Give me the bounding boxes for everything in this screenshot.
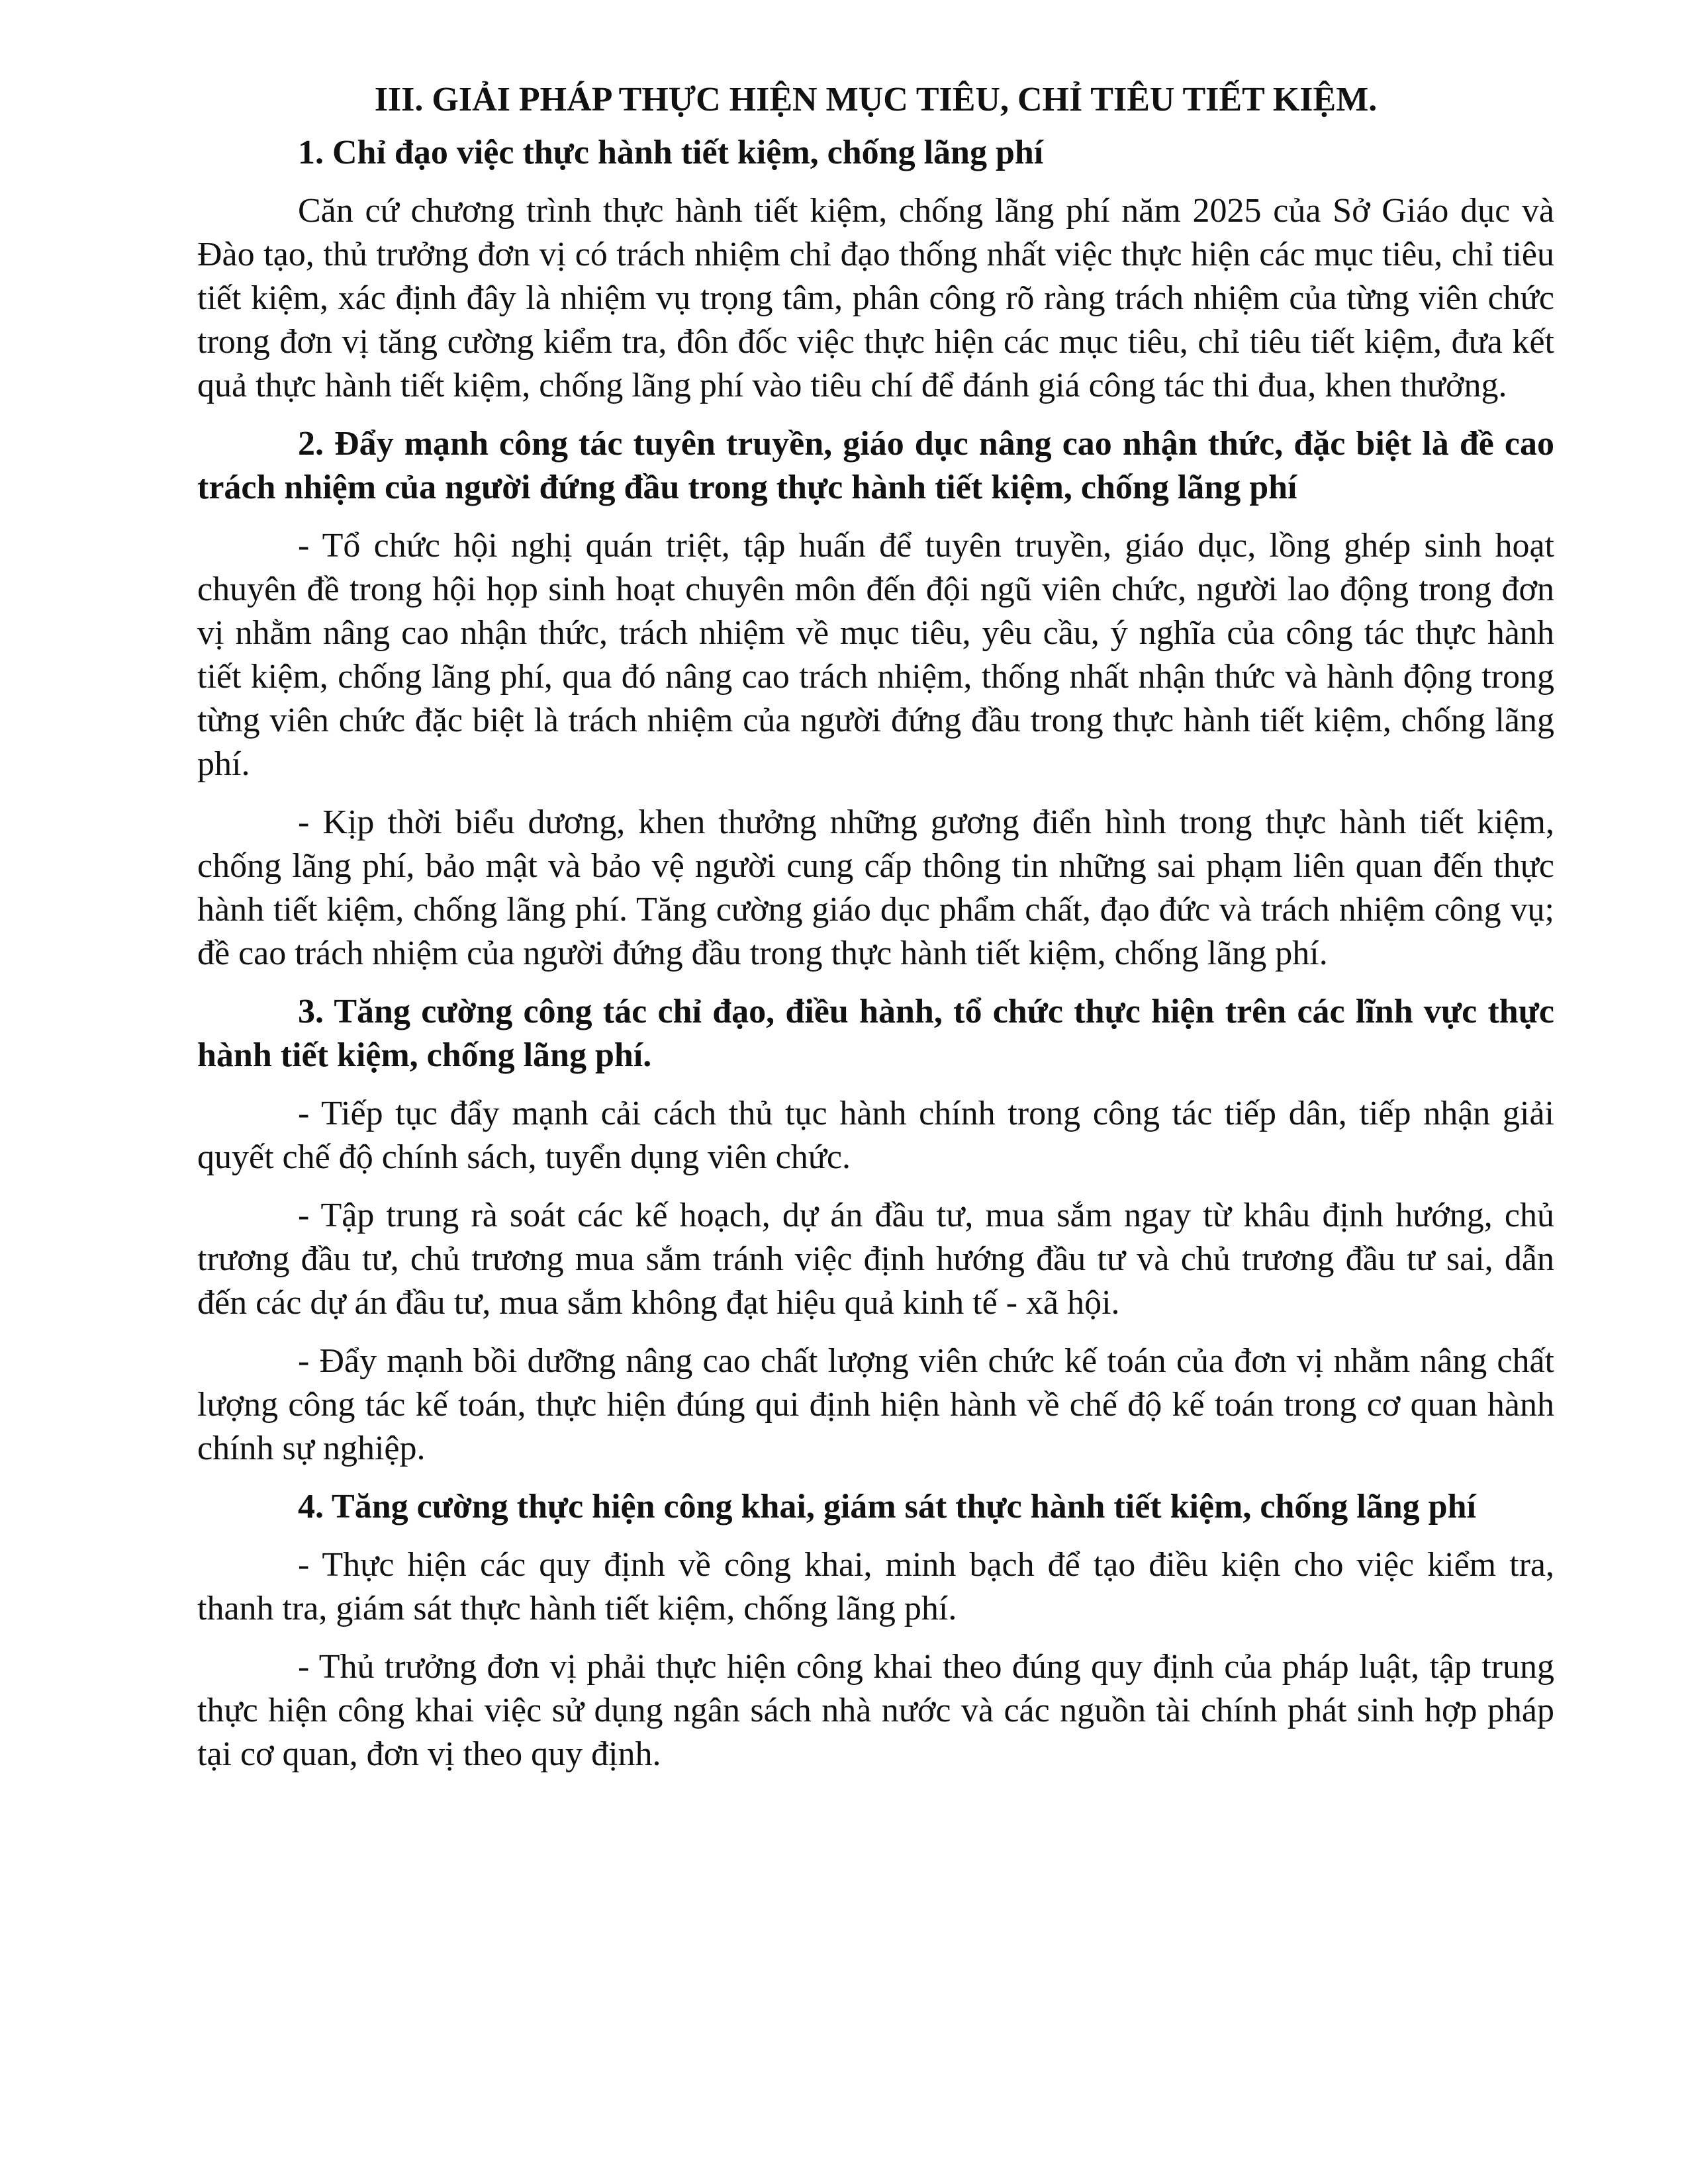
paragraph-1-1: Căn cứ chương trình thực hành tiết kiệm, chống lãng phí năm 2025 của Sở Giáo dục và Đào tạo, thủ trưởng đơn vị có trách nhiệm chỉ đạo thống nhất việc thực hiện các mục tiêu, chỉ tiêu tiết kiệm, xác định đây là nhiệm vụ trọng tâm, phân công rõ ràng trách nhiệm của từng viên chức trong đơn vị tăng cường kiểm tra, đôn đốc việc thực hiện các mục tiêu, chỉ tiêu tiết kiệm, đưa kết quả thực hành tiết kiệm, chống lãng phí vào tiêu chí để đánh giá công tác thi đua, khen thưởng. [197,192,1554,404]
heading-2: 2. Đẩy mạnh công tác tuyên truyền, giáo dục nâng cao nhận thức, đặc biệt là đề cao trách nhiệm của người đứng đầu trong thực hành tiết kiệm, chống lãng phí [197,425,1554,506]
heading-1: 1. Chỉ đạo việc thực hành tiết kiệm, chống lãng phí [298,134,1044,171]
heading-4: 4. Tăng cường thực hiện công khai, giám sát thực hành tiết kiệm, chống lãng phí [298,1488,1476,1525]
section-title: III. GIẢI PHÁP THỰC HIỆN MỤC TIÊU, CHỈ TIÊU TIẾT KIỆM. [374,81,1378,118]
heading-3: 3. Tăng cường công tác chỉ đạo, điều hành, tổ chức thực hiện trên các lĩnh vực thực hành tiết kiệm, chống lãng phí. [197,993,1554,1074]
paragraph-3-1: - Tiếp tục đẩy mạnh cải cách thủ tục hành chính trong công tác tiếp dân, tiếp nhận giải quyết chế độ chính sách, tuyển dụng viên chức. [197,1095,1554,1176]
document-page [197,78,1554,1791]
paragraph-3-3: - Đẩy mạnh bồi dưỡng nâng cao chất lượng viên chức kế toán của đơn vị nhằm nâng chất lượng công tác kế toán, thực hiện đúng qui định hiện hành về chế độ kế toán trong cơ quan hành chính sự nghiệp. [197,1342,1554,1467]
paragraph-2-2: - Kịp thời biểu dương, khen thưởng những gương điển hình trong thực hành tiết kiệm, chống lãng phí, bảo mật và bảo vệ người cung cấp thông tin những sai phạm liên quan đến thực hành tiết kiệm, chống lãng phí. Tăng cường giáo dục phẩm chất, đạo đức và trách nhiệm công vụ; đề cao trách nhiệm của người đứng đầu trong thực hành tiết kiệm, chống lãng phí. [197,803,1554,972]
paragraph-3-2: - Tập trung rà soát các kế hoạch, dự án đầu tư, mua sắm ngay từ khâu định hướng, chủ trương đầu tư, chủ trương mua sắm tránh việc định hướng đầu tư và chủ trương đầu tư sai, dẫn đến các dự án đầu tư, mua sắm không đạt hiệu quả kinh tế - xã hội. [197,1197,1554,1322]
paragraph-2-1: - Tổ chức hội nghị quán triệt, tập huấn để tuyên truyền, giáo dục, lồng ghép sinh hoạt chuyên đề trong hội họp sinh hoạt chuyên môn đến đội ngũ viên chức, người lao động trong đơn vị nhằm nâng cao nhận thức, trách nhiệm về mục tiêu, yêu cầu, ý nghĩa của công tác thực hành tiết kiệm, chống lãng phí, qua đó nâng cao trách nhiệm, thống nhất nhận thức và hành động trong từng viên chức đặc biệt là trách nhiệm của người đứng đầu trong thực hành tiết kiệm, chống lãng phí. [197,527,1554,783]
paragraph-4-1: - Thực hiện các quy định về công khai, minh bạch để tạo điều kiện cho việc kiểm tra, thanh tra, giám sát thực hành tiết kiệm, chống lãng phí. [197,1546,1554,1627]
paragraph-4-2: - Thủ trưởng đơn vị phải thực hiện công khai theo đúng quy định của pháp luật, tập trung thực hiện công khai việc sử dụng ngân sách nhà nước và các nguồn tài chính phát sinh hợp pháp tại cơ quan, đơn vị theo quy định. [197,1648,1554,1773]
